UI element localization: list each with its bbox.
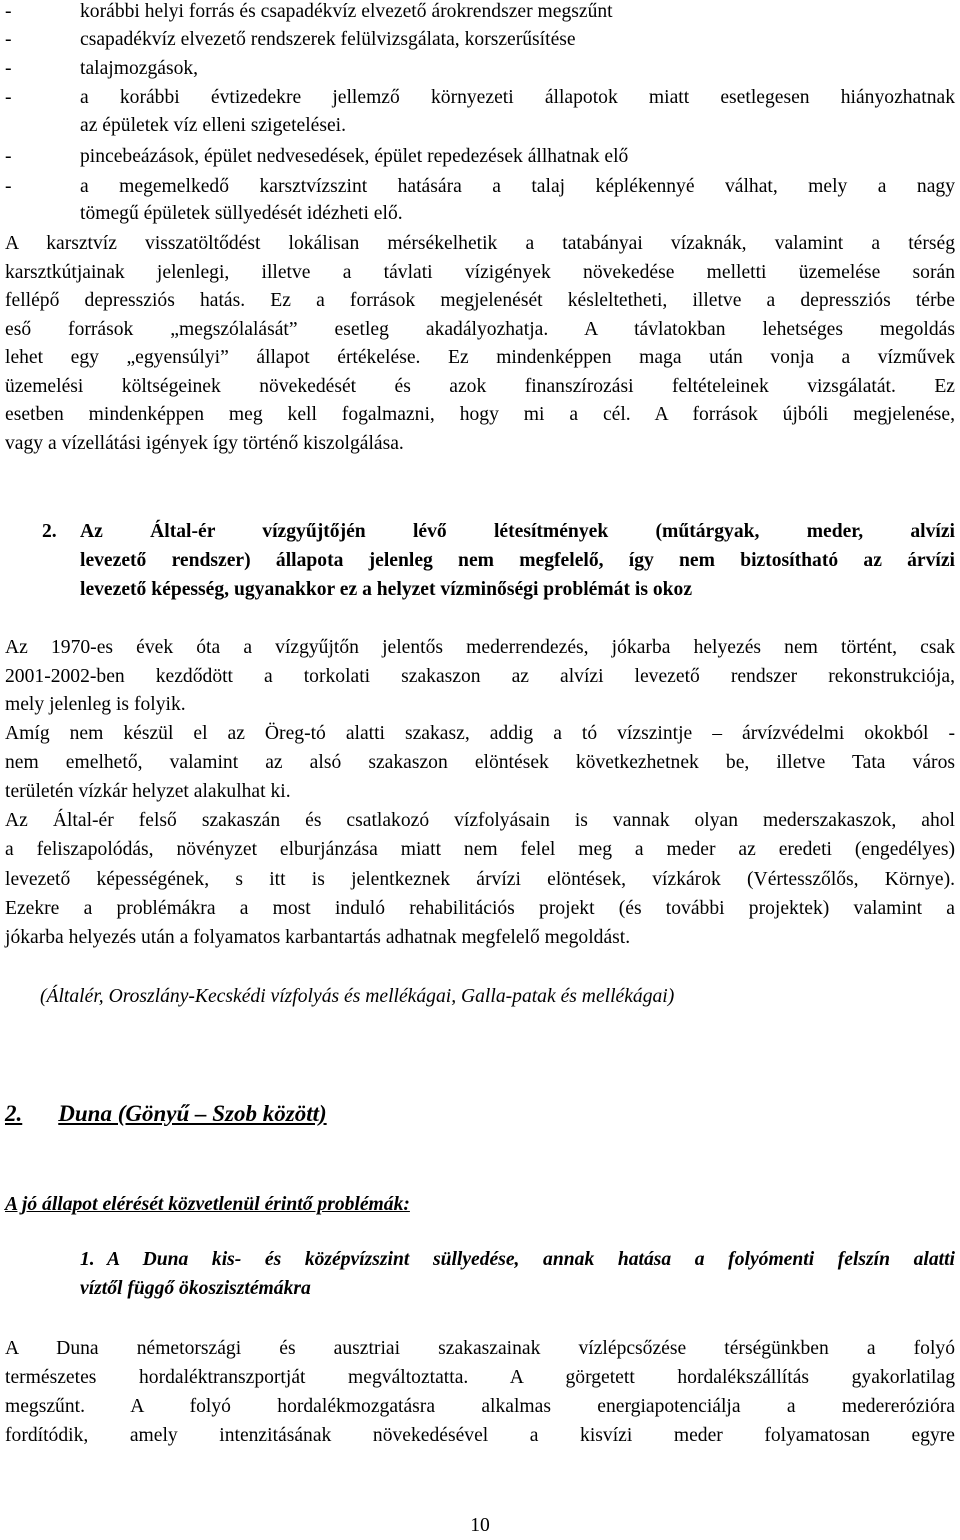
bullet-dash: - (5, 58, 12, 79)
italic-note: (Általér, Oroszlány-Kecskédi vízfolyás és mellékágai, Galla-patak és mellékágai) (40, 986, 675, 1007)
bullet-item: korábbi helyi forrás és csapadékvíz elvezető árokrendszer megszűnt (80, 1, 613, 22)
section-number: 2. (5, 1101, 23, 1126)
text-line: levezető képességének, s itt is jelentkeznek árvízi elöntések, vízkárok (Vértesszőlős, Környe). (5, 869, 955, 890)
text-line: területén vízkár helyzet alakulhat ki. (5, 781, 291, 802)
text-line: megszűnt. A folyó hordalékmozgatásra alkalmas energiapotenciálja a medererózióra (5, 1396, 955, 1417)
bullet-dash: - (5, 87, 12, 108)
heading-line: levezető képesség, ugyanakkor ez a helyzet vízminőségi problémát is okoz (80, 579, 693, 600)
text-line: vagy a vízellátási igények így történő kiszolgálása. (5, 433, 404, 454)
text-line: természetes hordaléktranszportját megváltoztatta. A görgetett hordalékszállítás gyakorlatilag (5, 1367, 955, 1388)
section-title-text: Duna (Gönyű – Szob között) (58, 1101, 327, 1126)
bullet-item: talajmozgások, (80, 58, 199, 79)
bullet-dash: - (5, 1, 12, 22)
text-line: Az 1970-es évek óta a vízgyűjtőn jelentős mederrendezés, jókarba helyezés nem történt, csak (5, 637, 955, 658)
item-number: 1. (80, 1249, 95, 1270)
text-line: Az Által-ér felső szakaszán és csatlakozó vízfolyásain is vannak olyan mederszakaszok, ahol (5, 810, 955, 831)
bullet-item: a korábbi évtizedekre jellemző környezeti állapotok miatt esetlegesen hiányozhatnak (80, 87, 955, 108)
text-line: fordítódik, amely intenzitásának növekedésével a kisvízi meder folyamatosan egyre (5, 1425, 955, 1446)
text-line: karsztkútjainak jelenlegi, illetve a távlati vízigények növekedése melletti üzemelése során (5, 262, 955, 283)
text-line: Amíg nem készül el az Öreg-tó alatti szakasz, addig a tó vízszintje – árvízvédelmi okokból - (5, 723, 955, 744)
text-line: mely jelenleg is folyik. (5, 694, 186, 715)
text-line: Ezekre a problémákra a most induló rehabilitációs projekt (és további projektek) valamint a (5, 898, 955, 919)
text-line: nem emelhető, valamint az alsó szakaszon elöntések következhetnek be, illetve Tata város (5, 752, 955, 773)
subheading: A jó állapot elérését közvetlenül érintő problémák: (5, 1194, 410, 1215)
heading-line: Az Által-ér vízgyűjtőjén lévő létesítmények (műtárgyak, meder, alvízi (80, 521, 955, 542)
text-line: A Duna németországi és ausztriai szakaszainak vízlépcsőzése térségünkben a folyó (5, 1338, 955, 1359)
text-line: esetben mindenképpen meg kell fogalmazni, hogy mi a cél. A források újbóli megjelenése, (5, 404, 955, 425)
page-number: 10 (470, 1515, 490, 1536)
bullet-dash: - (5, 146, 12, 167)
text-line: jókarba helyezés után a folyamatos karbantartás adhatnak megfelelő megoldást. (5, 927, 631, 948)
bullet-item: pincebeázások, épület nedvesedések, épület repedezések állhatnak elő (80, 146, 629, 167)
item-line: víztől függő ökoszisztémákra (80, 1278, 311, 1299)
text-line: üzemelési költségeinek növekedését és azok finanszírozási feltételeinek vizsgálatát. Ez (5, 376, 955, 397)
item-line: A Duna kis- és középvízszint süllyedése, annak hatása a folyómenti felszín alatti (107, 1249, 955, 1270)
text-line: eső források „megszólalását” esetleg akadályozhatja. A távlatokban lehetséges megoldás (5, 319, 955, 340)
bullet-dash: - (5, 176, 12, 197)
text-line: A karsztvíz visszatöltődést lokálisan mérsékelhetik a tatabányai vízaknák, valamint a térség (5, 233, 955, 254)
heading-number: 2. (42, 521, 57, 542)
section-title (5, 1100, 955, 1128)
text-line: lehet egy „egyensúlyi” állapot értékelése. Ez mindenképpen maga után vonja a vízművek (5, 347, 955, 368)
text-line: 2001-2002-ben kezdődött a torkolati szakaszon az alvízi levezető rendszer rekonstrukciója, (5, 666, 955, 687)
heading-line: levezető rendszer) állapota jelenleg nem megfelelő, így nem biztosítható az árvízi (80, 550, 955, 571)
bullet-item-continuation: tömegű épületek süllyedését idézheti elő. (80, 203, 403, 224)
bullet-item-continuation: az épületek víz elleni szigetelései. (80, 115, 347, 136)
text-line: fellépő depressziós hatás. Ez a források megjelenését késleltetheti, illetve a depressziós térbe (5, 290, 955, 311)
text-line: a feliszapolódás, növényzet elburjánzása miatt nem felel meg a meder az eredeti (engedélyes) (5, 839, 955, 860)
bullet-item: a megemelkedő karsztvízszint hatására a talaj képlékennyé válhat, mely a nagy (80, 176, 955, 197)
bullet-dash: - (5, 29, 12, 50)
bullet-item: csapadékvíz elvezető rendszerek felülvizsgálata, korszerűsítése (80, 29, 576, 50)
